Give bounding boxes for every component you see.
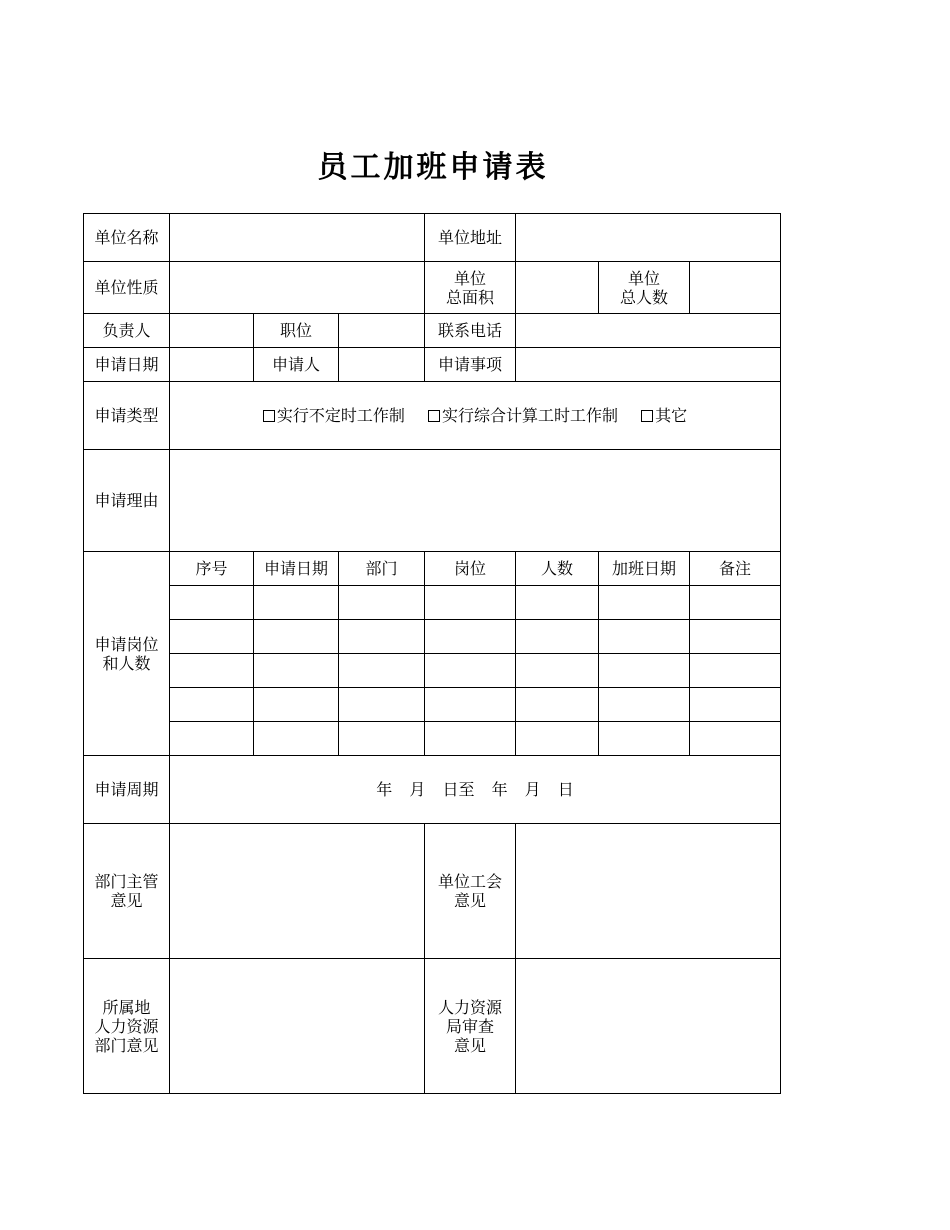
table-cell[interactable]: [599, 620, 690, 654]
row-unit-name: [84, 214, 781, 262]
table-cell[interactable]: [516, 722, 599, 756]
table-cell[interactable]: [516, 586, 599, 620]
table-cell[interactable]: [690, 620, 781, 654]
table-cell[interactable]: [516, 654, 599, 688]
label-applicant: 申请人: [254, 348, 339, 382]
option-comprehensive-hours[interactable]: [428, 406, 618, 425]
label-unit-address: 单位地址: [425, 214, 516, 262]
table-cell[interactable]: [690, 688, 781, 722]
row-apply-period: [84, 756, 781, 824]
table-cell[interactable]: [170, 620, 254, 654]
header-overtime-date: 加班日期: [599, 552, 690, 586]
table-cell[interactable]: [254, 722, 339, 756]
input-dept-head-opinion[interactable]: [170, 824, 425, 959]
input-local-hr-opinion[interactable]: [170, 959, 425, 1094]
header-remarks: 备注: [690, 552, 781, 586]
header-post: 岗位: [425, 552, 516, 586]
period-year-end: 年: [491, 780, 508, 799]
page-title: 员工加班申请表: [317, 150, 549, 185]
option-flexible-hours[interactable]: [263, 406, 405, 425]
table-cell[interactable]: [170, 722, 254, 756]
table-cell[interactable]: [425, 654, 516, 688]
label-local-hr-opinion: 所属地 人力资源 部门意见: [84, 959, 170, 1094]
posts-table-header-row: [84, 552, 781, 586]
label-posts-and-count: 申请岗位 和人数: [84, 552, 170, 756]
period-year-start: 年: [376, 780, 393, 799]
checkbox-icon[interactable]: [641, 410, 653, 422]
row-apply-date: [84, 348, 781, 382]
row-opinions-2: [84, 959, 781, 1094]
table-cell[interactable]: [425, 688, 516, 722]
input-unit-name[interactable]: [170, 214, 425, 262]
input-apply-matter[interactable]: [516, 348, 781, 382]
table-cell[interactable]: [516, 688, 599, 722]
label-union-opinion: 单位工会 意见: [425, 824, 516, 959]
table-row: [84, 620, 781, 654]
table-cell[interactable]: [254, 620, 339, 654]
row-apply-type: [84, 382, 781, 450]
row-unit-nature: [84, 262, 781, 314]
table-cell[interactable]: [690, 722, 781, 756]
table-cell[interactable]: [690, 654, 781, 688]
apply-type-options: [170, 382, 781, 450]
label-apply-reason: 申请理由: [84, 450, 170, 552]
label-apply-period: 申请周期: [84, 756, 170, 824]
table-cell[interactable]: [254, 586, 339, 620]
table-cell[interactable]: [599, 688, 690, 722]
row-person-in-charge: [84, 314, 781, 348]
table-row: [84, 654, 781, 688]
row-opinions-1: [84, 824, 781, 959]
period-month-end: 月: [524, 780, 541, 799]
label-apply-type: 申请类型: [84, 382, 170, 450]
input-apply-reason[interactable]: [170, 450, 781, 552]
checkbox-icon[interactable]: [263, 410, 275, 422]
option-label: 实行不定时工作制: [276, 406, 405, 425]
table-cell[interactable]: [339, 722, 425, 756]
input-unit-address[interactable]: [516, 214, 781, 262]
period-month-start: 月: [409, 780, 426, 799]
table-cell[interactable]: [254, 688, 339, 722]
header-department: 部门: [339, 552, 425, 586]
label-dept-head-opinion: 部门主管 意见: [84, 824, 170, 959]
table-cell[interactable]: [339, 620, 425, 654]
table-cell[interactable]: [339, 654, 425, 688]
table-cell[interactable]: [170, 654, 254, 688]
overtime-application-form: [83, 213, 781, 1094]
label-phone: 联系电话: [425, 314, 516, 348]
label-position: 职位: [254, 314, 339, 348]
input-unit-nature[interactable]: [170, 262, 425, 314]
label-unit-area: 单位 总面积: [425, 262, 516, 314]
table-cell[interactable]: [425, 722, 516, 756]
label-apply-matter: 申请事项: [425, 348, 516, 382]
checkbox-icon[interactable]: [428, 410, 440, 422]
label-unit-nature: 单位性质: [84, 262, 170, 314]
table-row: [84, 688, 781, 722]
option-label: 其它: [655, 406, 688, 425]
input-position[interactable]: [339, 314, 425, 348]
option-label: 实行综合计算工时工作制: [442, 406, 619, 425]
row-apply-reason: [84, 450, 781, 552]
table-cell[interactable]: [425, 586, 516, 620]
table-cell[interactable]: [425, 620, 516, 654]
table-cell[interactable]: [599, 722, 690, 756]
label-unit-headcount: 单位 总人数: [599, 262, 690, 314]
label-apply-date: 申请日期: [84, 348, 170, 382]
table-row: [84, 722, 781, 756]
table-cell[interactable]: [170, 688, 254, 722]
table-row: [84, 586, 781, 620]
input-unit-area[interactable]: [516, 262, 599, 314]
period-day-end: 日: [557, 780, 574, 799]
table-cell[interactable]: [339, 688, 425, 722]
table-cell[interactable]: [599, 586, 690, 620]
table-cell[interactable]: [516, 620, 599, 654]
label-hr-bureau-opinion: 人力资源 局审查 意见: [425, 959, 516, 1094]
period-day-to: 日至: [442, 780, 475, 799]
label-unit-name: 单位名称: [84, 214, 170, 262]
table-cell[interactable]: [599, 654, 690, 688]
input-applicant[interactable]: [339, 348, 425, 382]
input-phone[interactable]: [516, 314, 781, 348]
input-hr-bureau-opinion[interactable]: [516, 959, 781, 1094]
header-apply-date: 申请日期: [254, 552, 339, 586]
label-person-in-charge: 负责人: [84, 314, 170, 348]
period-field[interactable]: [170, 756, 781, 824]
header-headcount: 人数: [516, 552, 599, 586]
table-cell[interactable]: [690, 586, 781, 620]
input-unit-headcount[interactable]: [690, 262, 781, 314]
input-union-opinion[interactable]: [516, 824, 781, 959]
input-person-in-charge[interactable]: [170, 314, 254, 348]
header-index: 序号: [170, 552, 254, 586]
input-apply-date[interactable]: [170, 348, 254, 382]
option-other[interactable]: [641, 406, 687, 425]
table-cell[interactable]: [170, 586, 254, 620]
table-cell[interactable]: [339, 586, 425, 620]
table-cell[interactable]: [254, 654, 339, 688]
